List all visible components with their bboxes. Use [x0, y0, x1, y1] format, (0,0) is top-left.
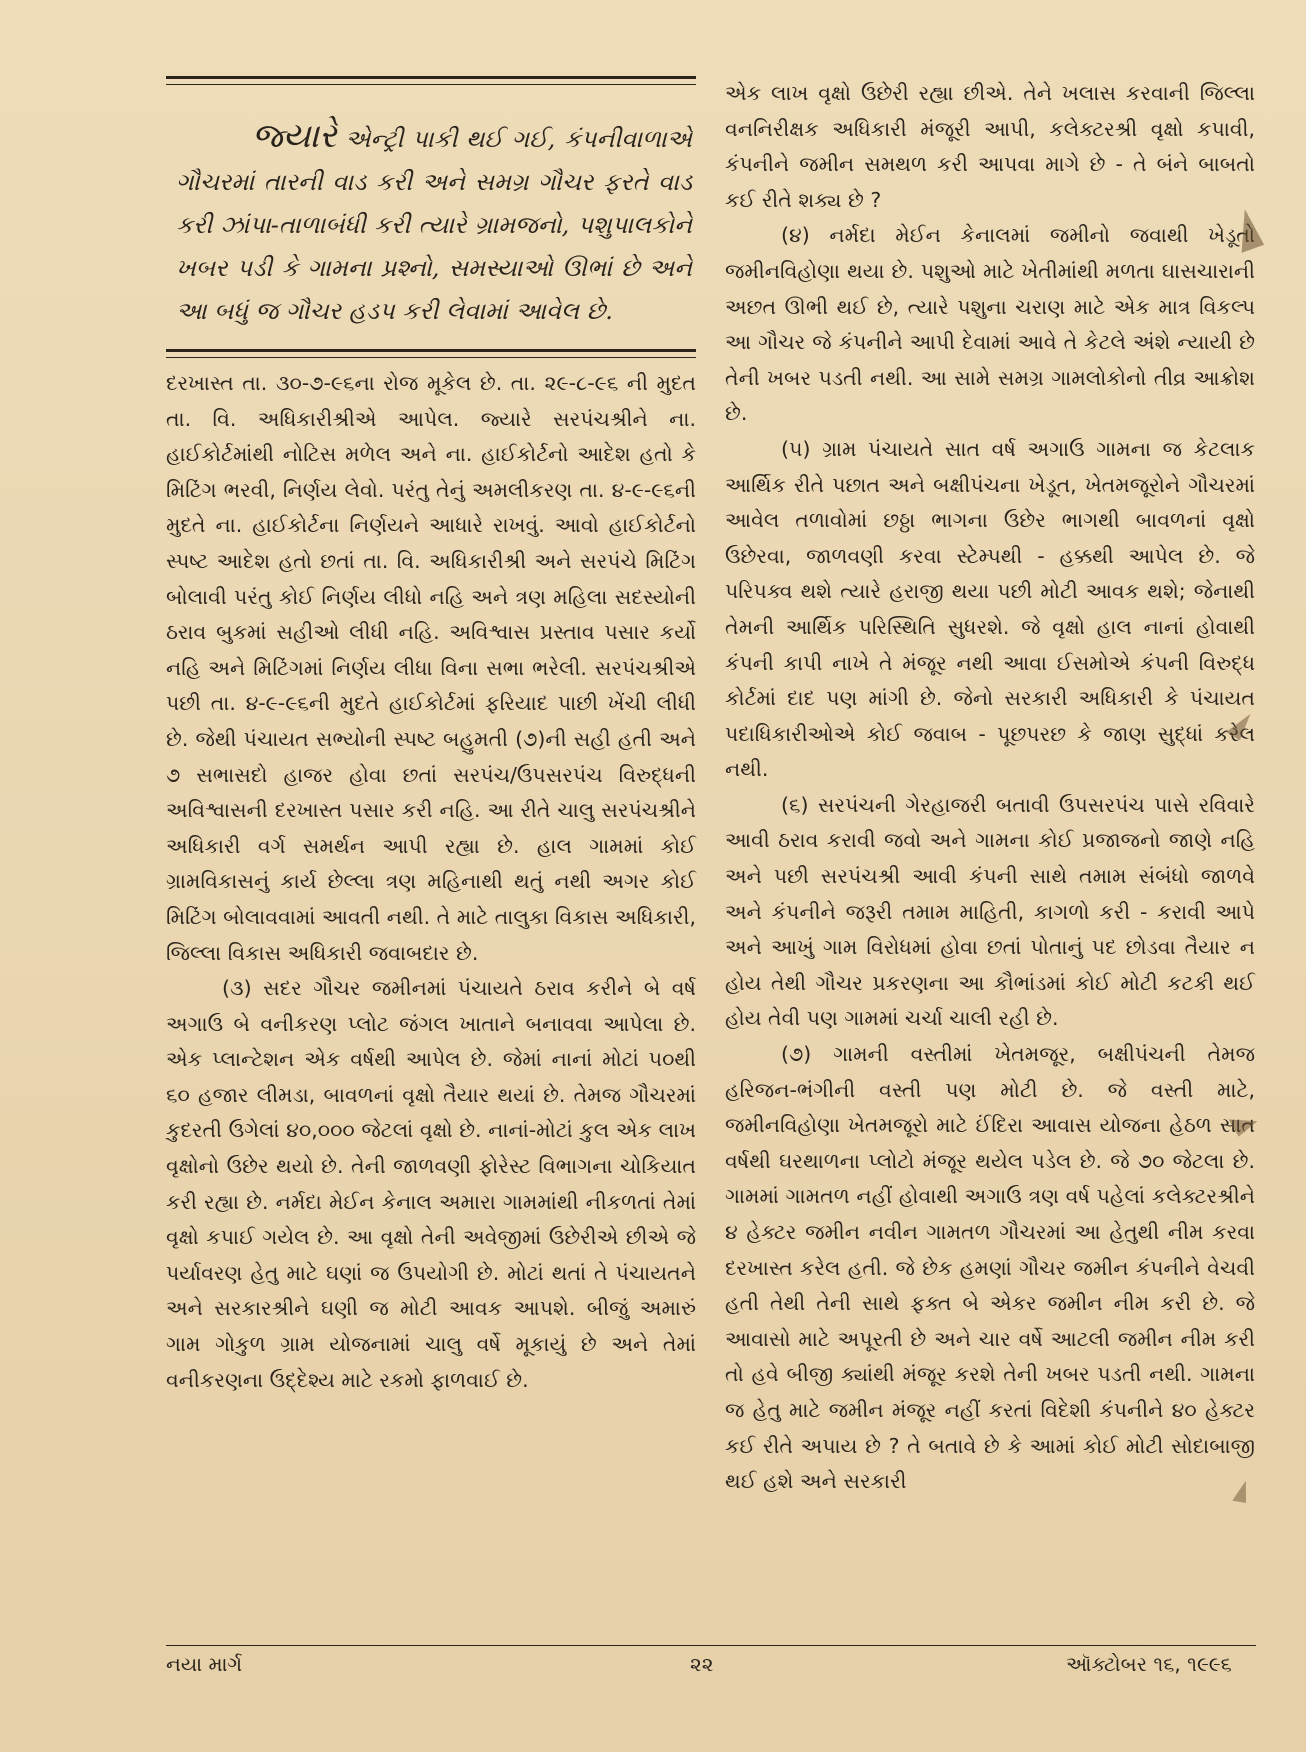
- right-paragraph-3: (૫) ગ્રામ પંચાયતે સાત વર્ષ અગાઉ ગામના જ કેટલાક આર્થિક રીતે પછાત અને બક્ષીપંચના ખેડૂત, ખેતમજૂરોને ગૌચરમાં આવેલ તળાવોમાં છઠ્ઠા ભાગના ઉછેર ભાગથી બાવળનાં વૃક્ષો ઉછેરવા, જાળવણી કરવા સ્ટેમ્પથી - હક્કથી આપેલ છે. જે પરિપક્વ થશે ત્યારે હરાજી થયા પછી મોટી આવક થશે; જેનાથી તેમની આર્થિક પરિસ્થિતિ સુધરશે. જે વૃક્ષો હાલ નાનાં હોવાથી કંપની કાપી નાખે તે મંજૂર નથી આવા ઈસમોએ કંપની વિરુદ્ધ કોર્ટમાં દાદ પણ માંગી છે. જેનો સરકારી અધિકારી કે પંચાયત પદાધિકારીઓએ કોઈ જવાબ - પૂછપરછ કે જાણ સુદ્ધાં કરેલ નથી.: [725, 436, 1255, 782]
- left-column: [166, 76, 696, 1398]
- left-paragraph-2: (૩) સદર ગૌચર જમીનમાં પંચાયતે ઠરાવ કરીને બે વર્ષ અગાઉ બે વનીકરણ પ્લોટ જંગલ ખાતાને બનાવવા આપેલા છે. એક પ્લાન્ટેશન એક વર્ષથી આપેલ છે. જેમાં નાનાં મોટાં ૫૦થી ૬૦ હજાર લીમડા, બાવળનાં વૃક્ષો તૈયાર થયાં છે. તેમજ ગૌચરમાં કુદરતી ઉગેલાં ૪૦,૦૦૦ જેટલાં વૃક્ષો છે. નાનાં-મોટાં કુલ એક લાખ વૃક્ષોનો ઉછેર થયો છે. તેની જાળવણી ફોરેસ્ટ વિભાગના ચોકિયાત કરી રહ્યા છે. નર્મદા મેઈન કેનાલ અમારા ગામમાંથી નીકળતાં તેમાં વૃક્ષો કપાઈ ગયેલ છે. આ વૃક્ષો તેની અવેજીમાં ઉછેરીએ છીએ જે પર્યાવરણ હેતુ માટે ઘણાં જ ઉપયોગી છે. મોટાં થતાં તે પંચાયતને અને સરકારશ્રીને ઘણી જ મોટી આવક આપશે. બીજું અમારું ગામ ગોકુળ ગ્રામ યોજનામાં ચાલુ વર્ષે મૂકાયું છે અને તેમાં વનીકરણના ઉદ્દેશ્ય માટે રકમો ફાળવાઈ છે.: [166, 976, 696, 1392]
- pull-quote-text: એન્ટ્રી પાકી થઈ ગઈ, કંપનીવાળાએ ગૌચરમાં તારની વાડ કરી અને સમગ્ર ગૌચર ફરતે વાડ કરી ઝાંપા-તાળાબંધી કરી ત્યારે ગ્રામજનો, પશુપાલકોને ખબર પડી કે ગામના પ્રશ્નો, સમસ્યાઓ ઊભાં છે અને આ બધું જ ગૌચર હડપ કરી લેવામાં આવેલ છે.: [176, 125, 692, 325]
- right-paragraph-1: એક લાખ વૃક્ષો ઉછેરી રહ્યા છીએ. તેને ખલાસ કરવાની જિલ્લા વનનિરીક્ષક અધિકારી મંજૂરી આપી, કલેક્ટરશ્રી વૃક્ષો કપાવી, કંપનીને જમીન સમથળ કરી આપવા માગે છે - તે બંને બાબતો કઈ રીતે શક્ય છે ?: [725, 81, 1255, 212]
- footer-date: ઑક્ટોબર ૧૬, ૧૯૯૬: [1066, 1652, 1232, 1676]
- left-paragraph-1: દરખાસ્ત તા. ૩૦-૭-૯૬ના રોજ મૂકેલ છે. તા. ૨૯-૮-૯૬ ની મુદત તા. વિ. અધિકારીશ્રીએ આપેલ. જ્યારે સરપંચશ્રીને ના. હાઈકોર્ટમાંથી નોટિસ મળેલ અને ના. હાઈકોર્ટનો આદેશ હતો કે મિટિંગ ભરવી, નિર્ણય લેવો. પરંતુ તેનું અમલીકરણ તા. ૪-૯-૯૬ની મુદતે ના. હાઈકોર્ટના નિર્ણયને આધારે રાખવું. આવો હાઈકોર્ટનો સ્પષ્ટ આદેશ હતો છતાં તા. વિ. અધિકારીશ્રી અને સરપંચે મિટિંગ બોલાવી પરંતુ કોઈ નિર્ણય લીધો નહિ અને ત્રણ મહિલા સદસ્યોની ઠરાવ બુકમાં સહીઓ લીધી નહિ. અવિશ્વાસ પ્રસ્તાવ પસાર કર્યો નહિ અને મિટિંગમાં નિર્ણય લીધા વિના સભા ભરેલી. સરપંચશ્રીએ પછી તા. ૪-૯-૯૬ની મુદતે હાઈકોર્ટમાં ફરિયાદ પાછી ખેંચી લીધી છે. જેથી પંચાયત સભ્યોની સ્પષ્ટ બહુમતી (૭)ની સહી હતી અને ૭ સભાસદો હાજર હોવા છતાં સરપંચ/ઉપસરપંચ વિરુદ્ધની અવિશ્વાસની દરખાસ્ત પસાર કરી નહિ. આ રીતે ચાલુ સરપંચશ્રીને અધિકારી વર્ગ સમર્થન આપી રહ્યા છે. હાલ ગામમાં કોઈ ગ્રામવિકાસનું કાર્ય છેલ્લા ત્રણ મહિનાથી થતું નથી અગર કોઈ મિટિંગ બોલાવવામાં આવતી નથી. તે માટે તાલુકા વિકાસ અધિકારી, જિલ્લા વિકાસ અધિકારી જવાબદાર છે.: [166, 371, 696, 965]
- left-body: [166, 358, 696, 1398]
- pull-quote-top-rule: [166, 76, 696, 85]
- right-paragraph-5: (૭) ગામની વસ્તીમાં ખેતમજૂર, બક્ષીપંચની તેમજ હરિજન-ભંગીની વસ્તી પણ મોટી છે. જે વસ્તી માટે, જમીનવિહોણા ખેતમજૂરો માટે ઈંદિરા આવાસ યોજના હેઠળ સાત વર્ષથી ઘરથાળના પ્લોટો મંજૂર થયેલ પડેલ છે. જે ૭૦ જેટલા છે. ગામમાં ગામતળ નહીં હોવાથી અગાઉ ત્રણ વર્ષ પહેલાં કલેક્ટરશ્રીને ૪ હેક્ટર જમીન નવીન ગામતળ ગૌચરમાં આ હેતુથી નીમ કરવા દરખાસ્ત કરેલ હતી. જે છેક હમણાં ગૌચર જમીન કંપનીને વેચવી હતી તેથી તેની સાથે ફક્ત બે એકર જમીન નીમ કરી છે. જે આવાસો માટે અપૂરતી છે અને ચાર વર્ષે આટલી જમીન નીમ કરી તો હવે બીજી ક્યાંથી મંજૂર કરશે તેની ખબર પડતી નથી. ગામના જ હેતુ માટે જમીન મંજૂર નહીં કરતાં વિદેશી કંપનીને ૪૦ હેક્ટર કઈ રીતે અપાય છે ? તે બતાવે છે કે આમાં કોઈ મોટી સોદાબાજી થઈ હશે અને સરકારી: [725, 1042, 1255, 1494]
- footer-publication: નયા માર્ગ: [166, 1652, 243, 1676]
- pull-quote-first-word: જ્યારે: [252, 116, 337, 156]
- pull-quote-bottom-rule: [166, 349, 696, 358]
- footer-page-number: ૨૨: [690, 1652, 714, 1676]
- right-paragraph-2: (૪) નર્મદા મેઈન કેનાલમાં જમીનો જવાથી ખેડૂતો જમીનવિહોણા થયા છે. પશુઓ માટે ખેતીમાંથી મળતા ઘાસચારાની અછત ઊભી થઈ છે, ત્યારે પશુના ચરાણ માટે એક માત્ર વિકલ્પ આ ગૌચર જે કંપનીને આપી દેવામાં આવે તે કેટલે અંશે ન્યાયી છે તેની ખબર પડતી નથી. આ સામે સમગ્ર ગામલોકોનો તીવ્ર આક્રોશ છે.: [725, 223, 1255, 426]
- footer-rule: [166, 1645, 1256, 1646]
- right-column: [725, 76, 1255, 1500]
- pull-quote: [166, 85, 696, 349]
- right-paragraph-4: (૬) સરપંચની ગેરહાજરી બતાવી ઉપસરપંચ પાસે રવિવારે આવી ઠરાવ કરાવી જવો અને ગામના કોઈ પ્રજાજનો જાણે નહિ અને પછી સરપંચશ્રી આવી કંપની સાથે તમામ સંબંધો જાળવે અને કંપનીને જરૂરી તમામ માહિતી, કાગળો કરી - કરાવી આપે અને આખું ગામ વિરોધમાં હોવા છતાં પોતાનું પદ છોડવા તૈયાર ન હોય તેથી ગૌચર પ્રકરણના આ કૌભાંડમાં કોઈ મોટી કટકી થઈ હોય તેવી પણ ગામમાં ચર્ચા ચાલી રહી છે.: [725, 792, 1255, 1031]
